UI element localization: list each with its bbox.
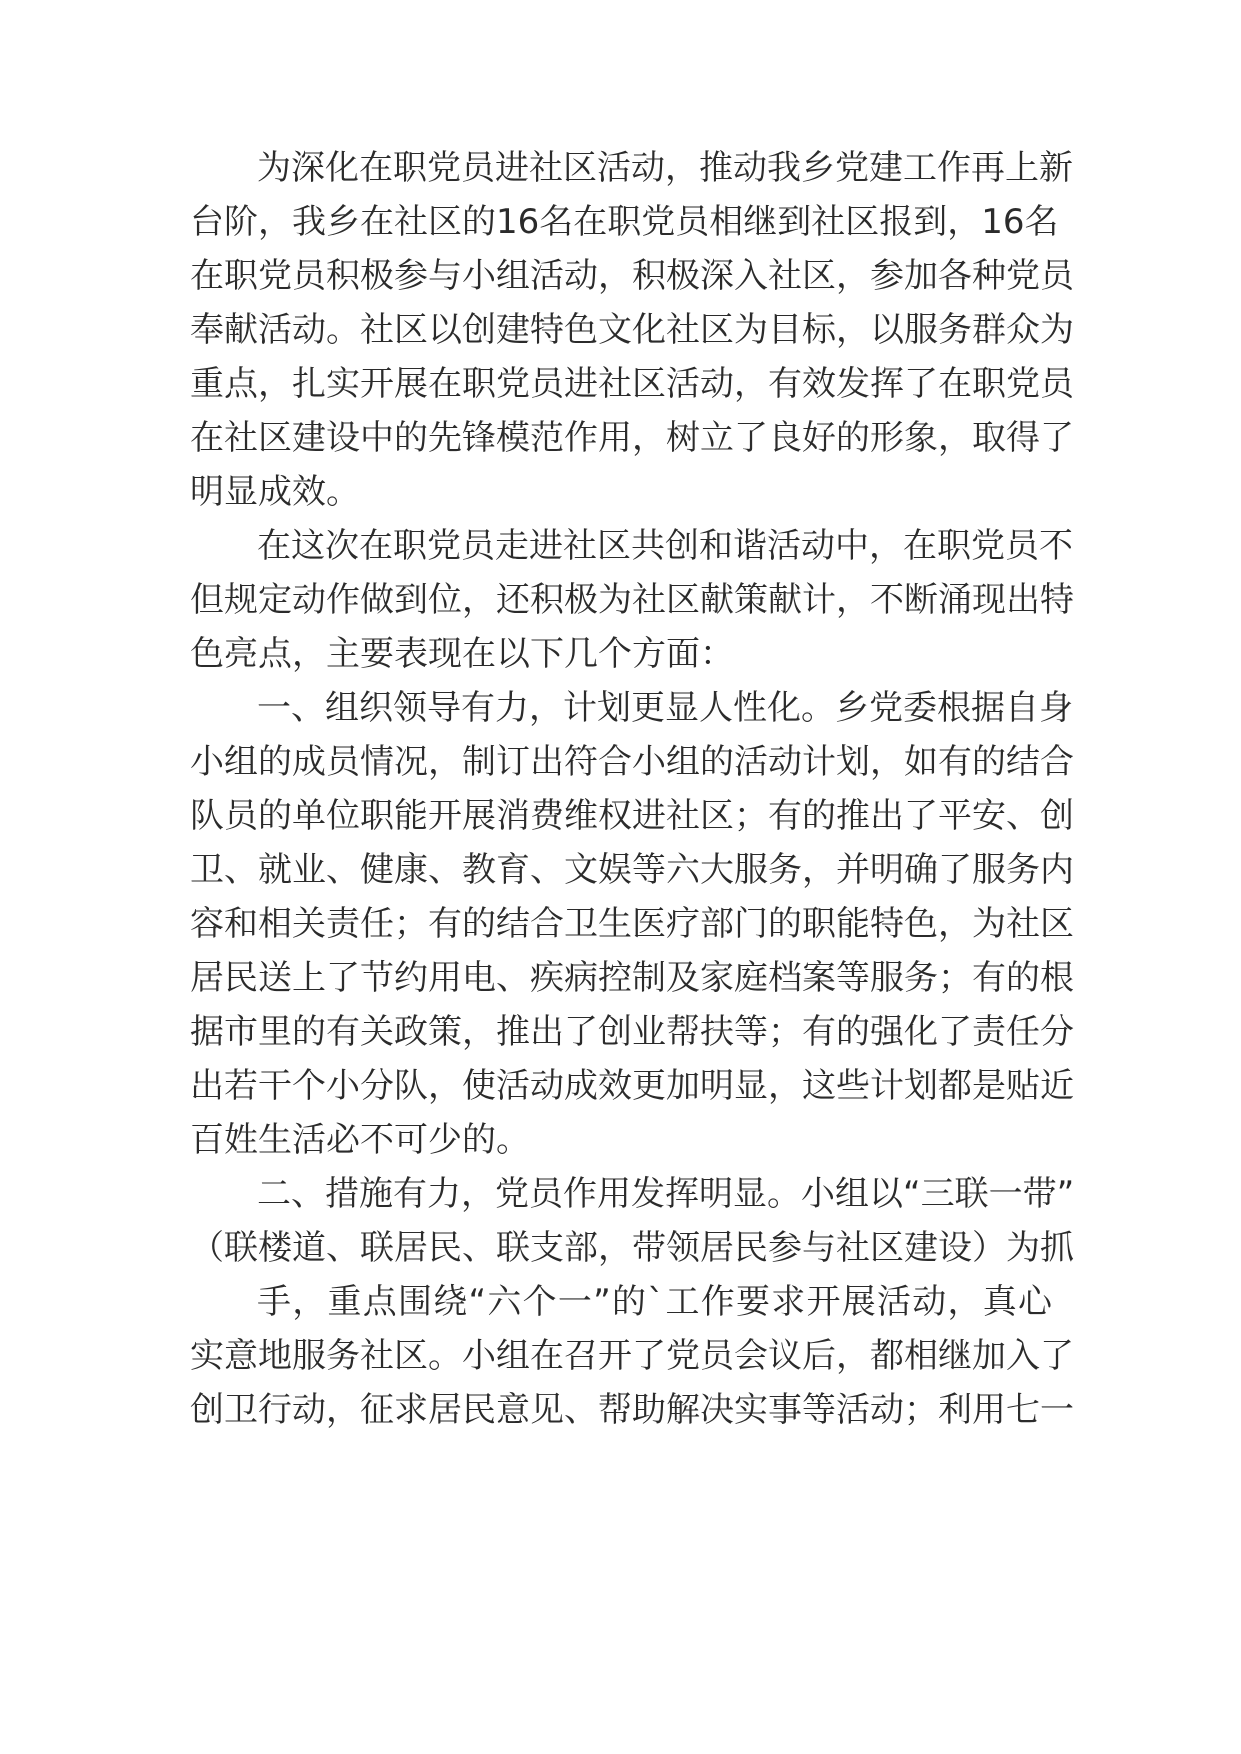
paragraph-1-line-6: 在社区建设中的先锋模范作用，树立了良好的形象，取得了 <box>190 418 1074 458</box>
paragraph-1-line-2: 台阶，我乡在社区的16名在职党员相继到社区报到，16名 <box>190 202 1059 242</box>
paragraph-4-line-2: （联楼道、联居民、联支部，带领居民参与社区建设）为抓 <box>190 1228 1074 1268</box>
paragraph-3-line-7: 据市里的有关政策，推出了创业帮扶等；有的强化了责任分 <box>190 1012 1074 1052</box>
paragraph-3-line-3: 队员的单位职能开展消费维权进社区；有的推出了平安、创 <box>190 796 1074 836</box>
paragraph-3-line-9: 百姓生活必不可少的。 <box>190 1120 530 1160</box>
paragraph-4-line-1: 二、措施有力，党员作用发挥明显。小组以“三联一带” <box>257 1174 1075 1214</box>
paragraph-3-line-1: 一、组织领导有力，计划更显人性化。乡党委根据自身 <box>257 688 1073 728</box>
paragraph-1-line-3: 在职党员积极参与小组活动，积极深入社区，参加各种党员 <box>190 256 1074 296</box>
paragraph-2-line-1: 在这次在职党员走进社区共创和谐活动中，在职党员不 <box>257 526 1073 566</box>
paragraph-2-line-3: 色亮点，主要表现在以下几个方面： <box>190 634 734 674</box>
paragraph-3-line-2: 小组的成员情况，制订出符合小组的活动计划，如有的结合 <box>190 742 1074 782</box>
paragraph-3-line-8: 出若干个小分队，使活动成效更加明显，这些计划都是贴近 <box>190 1066 1074 1106</box>
paragraph-5-line-1: 手，重点围绕“六个一”的`工作要求开展活动，真心 <box>257 1282 1052 1322</box>
paragraph-1-line-1: 为深化在职党员进社区活动，推动我乡党建工作再上新 <box>257 148 1073 188</box>
paragraph-3-line-5: 容和相关责任；有的结合卫生医疗部门的职能特色，为社区 <box>190 904 1074 944</box>
paragraph-5-line-2: 实意地服务社区。小组在召开了党员会议后，都相继加入了 <box>190 1336 1074 1376</box>
paragraph-1-line-4: 奉献活动。社区以创建特色文化社区为目标，以服务群众为 <box>190 310 1074 350</box>
paragraph-5-line-3: 创卫行动，征求居民意见、帮助解决实事等活动；利用七一 <box>190 1390 1074 1430</box>
paragraph-3-line-6: 居民送上了节约用电、疾病控制及家庭档案等服务；有的根 <box>190 958 1074 998</box>
paragraph-2-line-2: 但规定动作做到位，还积极为社区献策献计，不断涌现出特 <box>190 580 1074 620</box>
paragraph-1-line-7: 明显成效。 <box>190 472 360 512</box>
paragraph-1-line-5: 重点，扎实开展在职党员进社区活动，有效发挥了在职党员 <box>190 364 1074 404</box>
paragraph-3-line-4: 卫、就业、健康、教育、文娱等六大服务，并明确了服务内 <box>190 850 1074 890</box>
